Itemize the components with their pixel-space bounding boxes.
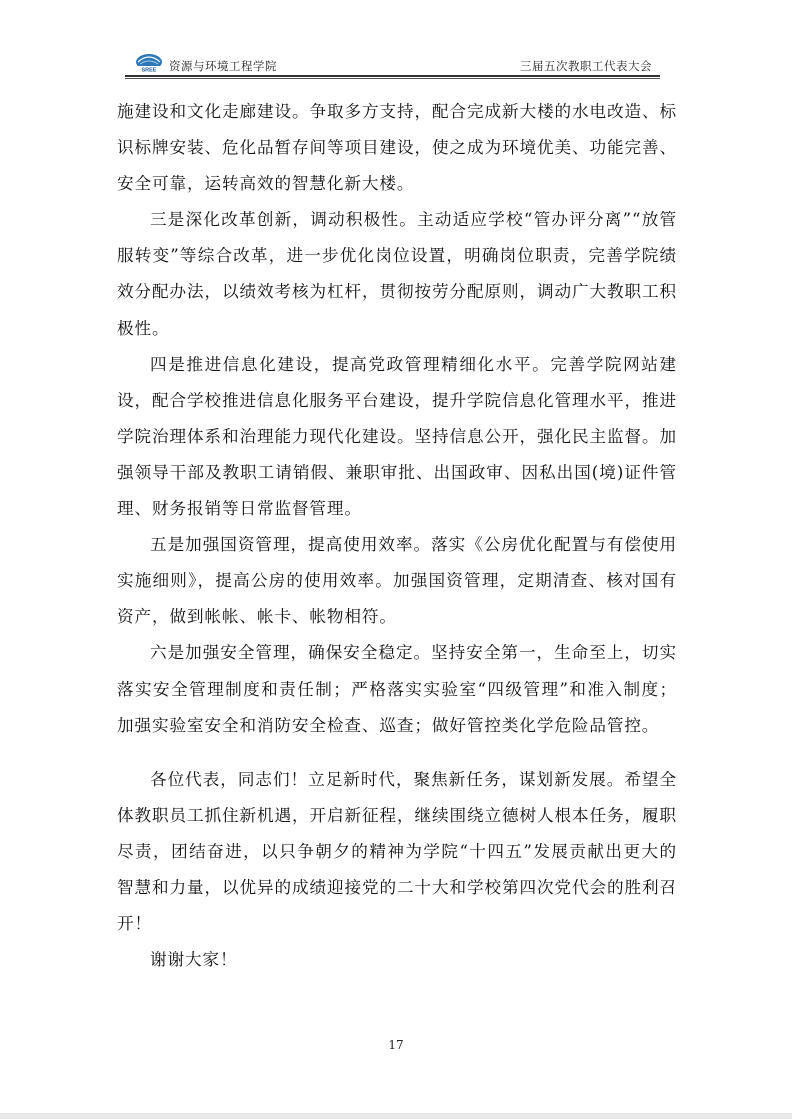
paragraph-safety: 六是加强安全管理，确保安全稳定。坚持安全第一，生命至上，切实落实安全管理制度和责任制；严格落实实验室“四级管理”和准入制度；加强实验室安全和消防安全检查、巡查；做好管控类化学危险品管控。 xyxy=(117,643,677,735)
logo-text: SREE xyxy=(141,67,157,74)
paragraph-reform: 三是深化改革创新，调动积极性。主动适应学校“管办评分离”“放管服转变”等综合改革，进一步优化岗位设置，明确岗位职责，完善学院绩效分配办法，以绩效考核为杠杆，贯彻按劳分配原则，调动广大教职工积极性。 xyxy=(117,210,677,338)
body-text xyxy=(117,94,677,978)
school-logo-icon xyxy=(131,50,167,74)
page-bottom-edge xyxy=(0,1113,792,1119)
paragraph-informatization: 四是推进信息化建设，提高党政管理精细化水平。完善学院网站建设，配合学校推进信息化服务平台建设，提升学院信息化管理水平，推进学院治理体系和治理能力现代化建设。坚持信息公开，强化民主监督。加强领导干部及教职工请销假、兼职审批、出国政审、因私出国(境)证件管理、财务报销等日常监督管理。 xyxy=(117,354,677,519)
paragraph-gap xyxy=(117,744,677,762)
paragraph-closing: 各位代表，同志们！立足新时代，聚焦新任务，谋划新发展。希望全体教职员工抓住新机遇，开启新征程，继续围绕立德树人根本任务，履职尽责，团结奋进，以只争朝夕的精神为学院“十四五”发展贡献出更大的智慧和力量，以优异的成绩迎接党的二十大和学校第四次党代会的胜利召开！ xyxy=(117,769,677,934)
school-name: 资源与环境工程学院 xyxy=(169,59,277,73)
header-rule xyxy=(125,75,660,77)
paragraph-thanks: 谢谢大家！ xyxy=(150,950,238,970)
page-number: 17 xyxy=(388,1038,404,1052)
paragraph-continued: 施建设和文化走廊建设。争取多方支持，配合完成新大楼的水电改造、标识标牌安装、危化品暂存间等项目建设，使之成为环境优美、功能完善、安全可靠，运转高效的智慧化新大楼。 xyxy=(117,102,677,194)
conference-name: 三届五次教职工代表大会 xyxy=(520,59,652,73)
header-rule-thin xyxy=(125,78,660,79)
page-header xyxy=(125,46,660,78)
paragraph-assets: 五是加强国资管理，提高使用效率。落实《公房优化配置与有偿使用实施细则》，提高公房的使用效率。加强国资管理，定期清查、核对国有资产，做到帐帐、帐卡、帐物相符。 xyxy=(117,535,677,627)
